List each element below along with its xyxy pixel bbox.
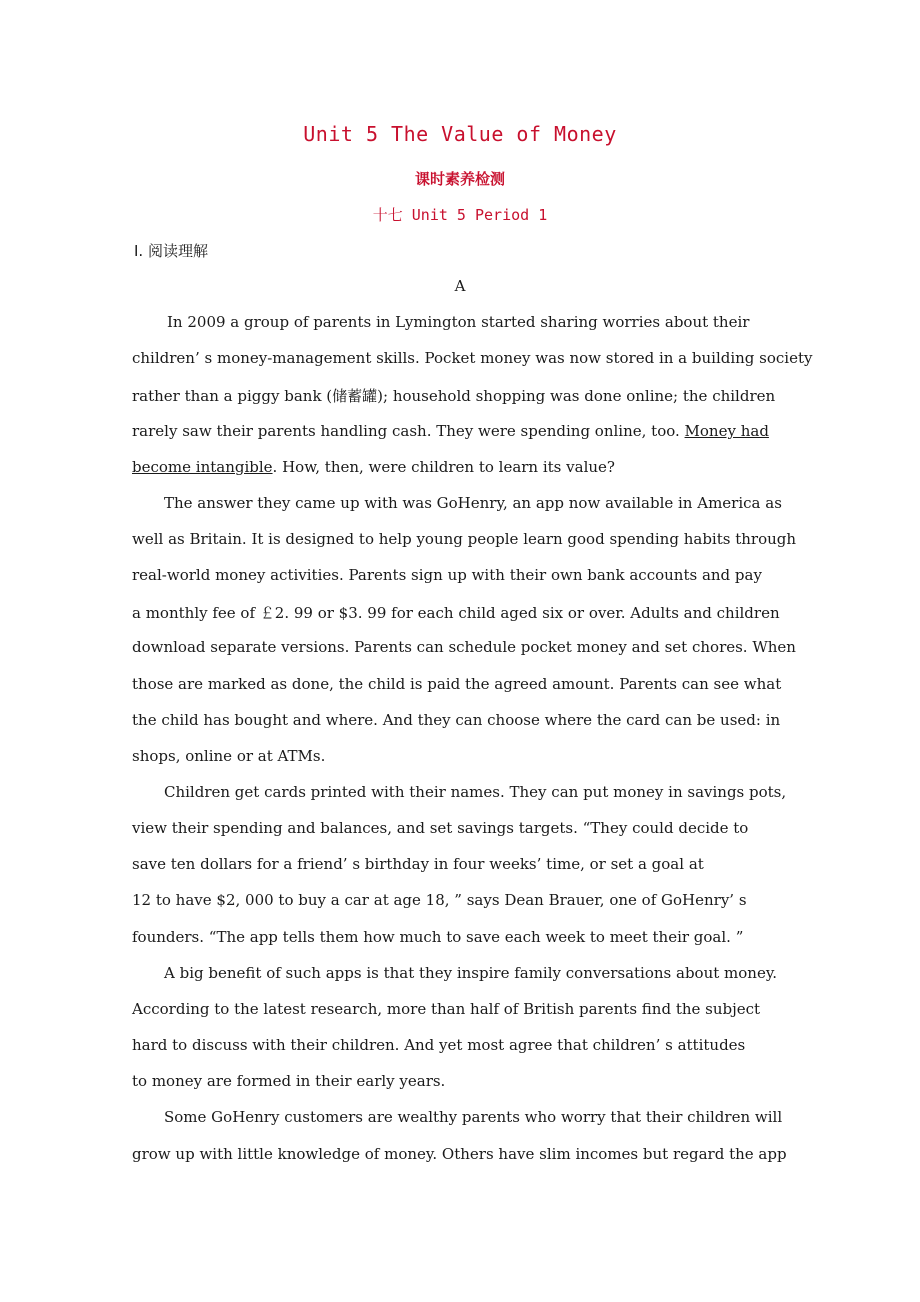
passage-line: 12 to have $2, 000 to buy a car at age 18, ” says Dean Brauer, one of GoHenry’ s <box>132 891 747 909</box>
passage-line: a monthly fee of ￡2. 99 or $3. 99 for each child aged six or over. Adults and children <box>132 604 780 622</box>
passage-text: . How, then, were children to learn its value? <box>272 458 615 476</box>
passage-line: shops, online or at ATMs. <box>132 747 326 765</box>
passage-line: Some GoHenry customers are wealthy parents who worry that their children will <box>164 1108 783 1126</box>
passage-line: to money are formed in their early years. <box>132 1072 446 1090</box>
passage-line: In 2009 a group of parents in Lymington started sharing worries about their <box>167 313 750 331</box>
passage-line: founders. “The app tells them how much to save each week to meet their goal. ” <box>132 928 744 946</box>
page-subtitle: 课时素养检测 <box>414 170 505 188</box>
underlined-phrase: become intangible <box>132 458 273 476</box>
passage-line <box>132 458 615 476</box>
page-title: Unit 5 The Value of Money <box>303 122 617 146</box>
passage-line: children’ s money-management skills. Pocket money was now stored in a building society <box>132 349 813 367</box>
passage-line <box>132 422 769 440</box>
passage-text: rarely saw their parents handling cash. They were spending online, too. <box>132 422 685 440</box>
passage-line: download separate versions. Parents can schedule pocket money and set chores. When <box>132 638 796 656</box>
passage-label: A <box>454 277 466 295</box>
section-label: Ⅰ. 阅读理解 <box>134 242 208 260</box>
passage-line: well as Britain. It is designed to help young people learn good spending habits through <box>132 530 797 548</box>
passage-line: hard to discuss with their children. And yet most agree that children’ s attitudes <box>132 1036 746 1054</box>
passage-line: A big benefit of such apps is that they inspire family conversations about money. <box>164 964 778 982</box>
passage-line: those are marked as done, the child is paid the agreed amount. Parents can see what <box>132 675 782 693</box>
passage-line: rather than a piggy bank (储蓄罐); household shopping was done online; the children <box>132 387 776 405</box>
passage-line: Children get cards printed with their names. They can put money in savings pots, <box>164 783 787 801</box>
period-label: 十七 Unit 5 Period 1 <box>372 206 548 224</box>
passage-line: According to the latest research, more than half of British parents find the subject <box>132 1000 761 1018</box>
passage-line: grow up with little knowledge of money. Others have slim incomes but regard the app <box>132 1145 787 1163</box>
passage-line: The answer they came up with was GoHenry, an app now available in America as <box>164 494 782 512</box>
underlined-phrase: Money had <box>684 422 769 440</box>
passage-line: view their spending and balances, and set savings targets. “They could decide to <box>132 819 749 837</box>
passage-line: save ten dollars for a friend’ s birthday in four weeks’ time, or set a goal at <box>132 855 704 873</box>
passage-line: real-world money activities. Parents sign up with their own bank accounts and pay <box>132 566 762 584</box>
passage-line: the child has bought and where. And they can choose where the card can be used: in <box>132 711 781 729</box>
